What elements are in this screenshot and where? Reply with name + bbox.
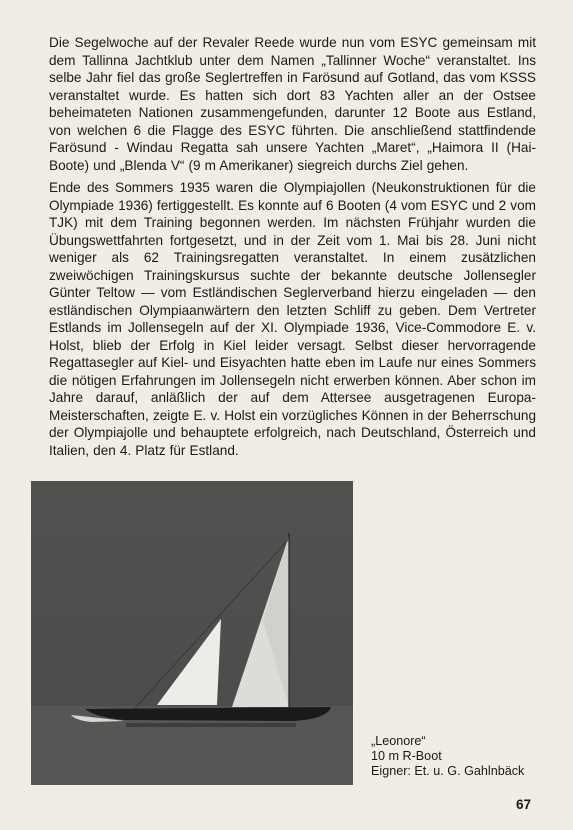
- paragraph-2: Ende des Sommers 1935 waren die Olympiajollen (Neukonstruktionen für die Olympiade 1936) fertiggestellt. Es konnte auf 6 Booten (4 vom ESYC und 2 vom TJK) mit dem Training begonnen werden. Im nächsten Frühjahr wurden die Übungswettfahrten fortgesetzt, und in der Zeit vom 1. Mai bis 28. Juni nicht weniger als 62 Trainingsregatten veranstaltet. In einem zusätzlichen zweiwöchigen Trainingskursus suchte der bekannte deutsche Jollensegler Günter Teltow — vom Estländischen Seglerverband hierzu eingeladen — den estländischen Olympiaanwärtern den letzten Schliff zu geben. Dem Vertreter Estlands im Jollensegeln auf der XI. Olympiade 1936, Vice-Commodore E. v. Holst, blieb der Erfolg in Kiel leider versagt. Selbst dieser hervorragende Regattasegler auf Kiel- und Eisyachten hatte eben im Laufe nur eines Sommers die nötigen Erfahrungen im Jollensegeln nicht erwerben können. Aber schon im Jahre darauf, anläßlich der auf dem Attersee ausgetragenen Europa-Meisterschaften, zeigte E. v. Holst ein vorzügliches Können in der Beherrschung der Olympiajolle und behauptete erfolgreich, nach Deutschland, Österreich und Italien, den 4. Platz für Estland.: [49, 180, 536, 458]
- yacht-illustration: [31, 481, 353, 785]
- body-text: [49, 34, 536, 459]
- paragraph-1: Die Segelwoche auf der Revaler Reede wurde nun vom ESYC gemeinsam mit dem Tallinna Jachtklub unter dem Namen „Tallinner Woche“ veranstaltet. Ins selbe Jahr fiel das große Seglertreffen in Farösund auf Gotland, das vom KSSS veranstaltet wurde. Es hatten sich dort 83 Yachten aller an der Ostsee beheimateten Nationen zusammengefunden, darunter 12 Boote aus Estland, von welchen 6 die Flagge des ESYC führten. Die anschließend stattfindende Farösund - Windau Regatta sah unsere Yachten „Maret“, „Haimora II (Hai-Boote) und „Blenda V“ (9 m Amerikaner) siegreich durchs Ziel gehen.: [49, 35, 536, 173]
- caption-boat-class: 10 m R-Boot: [371, 749, 442, 763]
- yacht-photo: [31, 481, 353, 785]
- caption-owner: Eigner: Et. u. G. Gahlnbäck: [371, 764, 525, 778]
- photo-caption: [371, 734, 551, 779]
- yacht-hull: [85, 707, 331, 721]
- caption-yacht-name: „Leonore“: [371, 734, 426, 748]
- page-number: 67: [516, 797, 532, 812]
- hull-reflection: [126, 723, 296, 727]
